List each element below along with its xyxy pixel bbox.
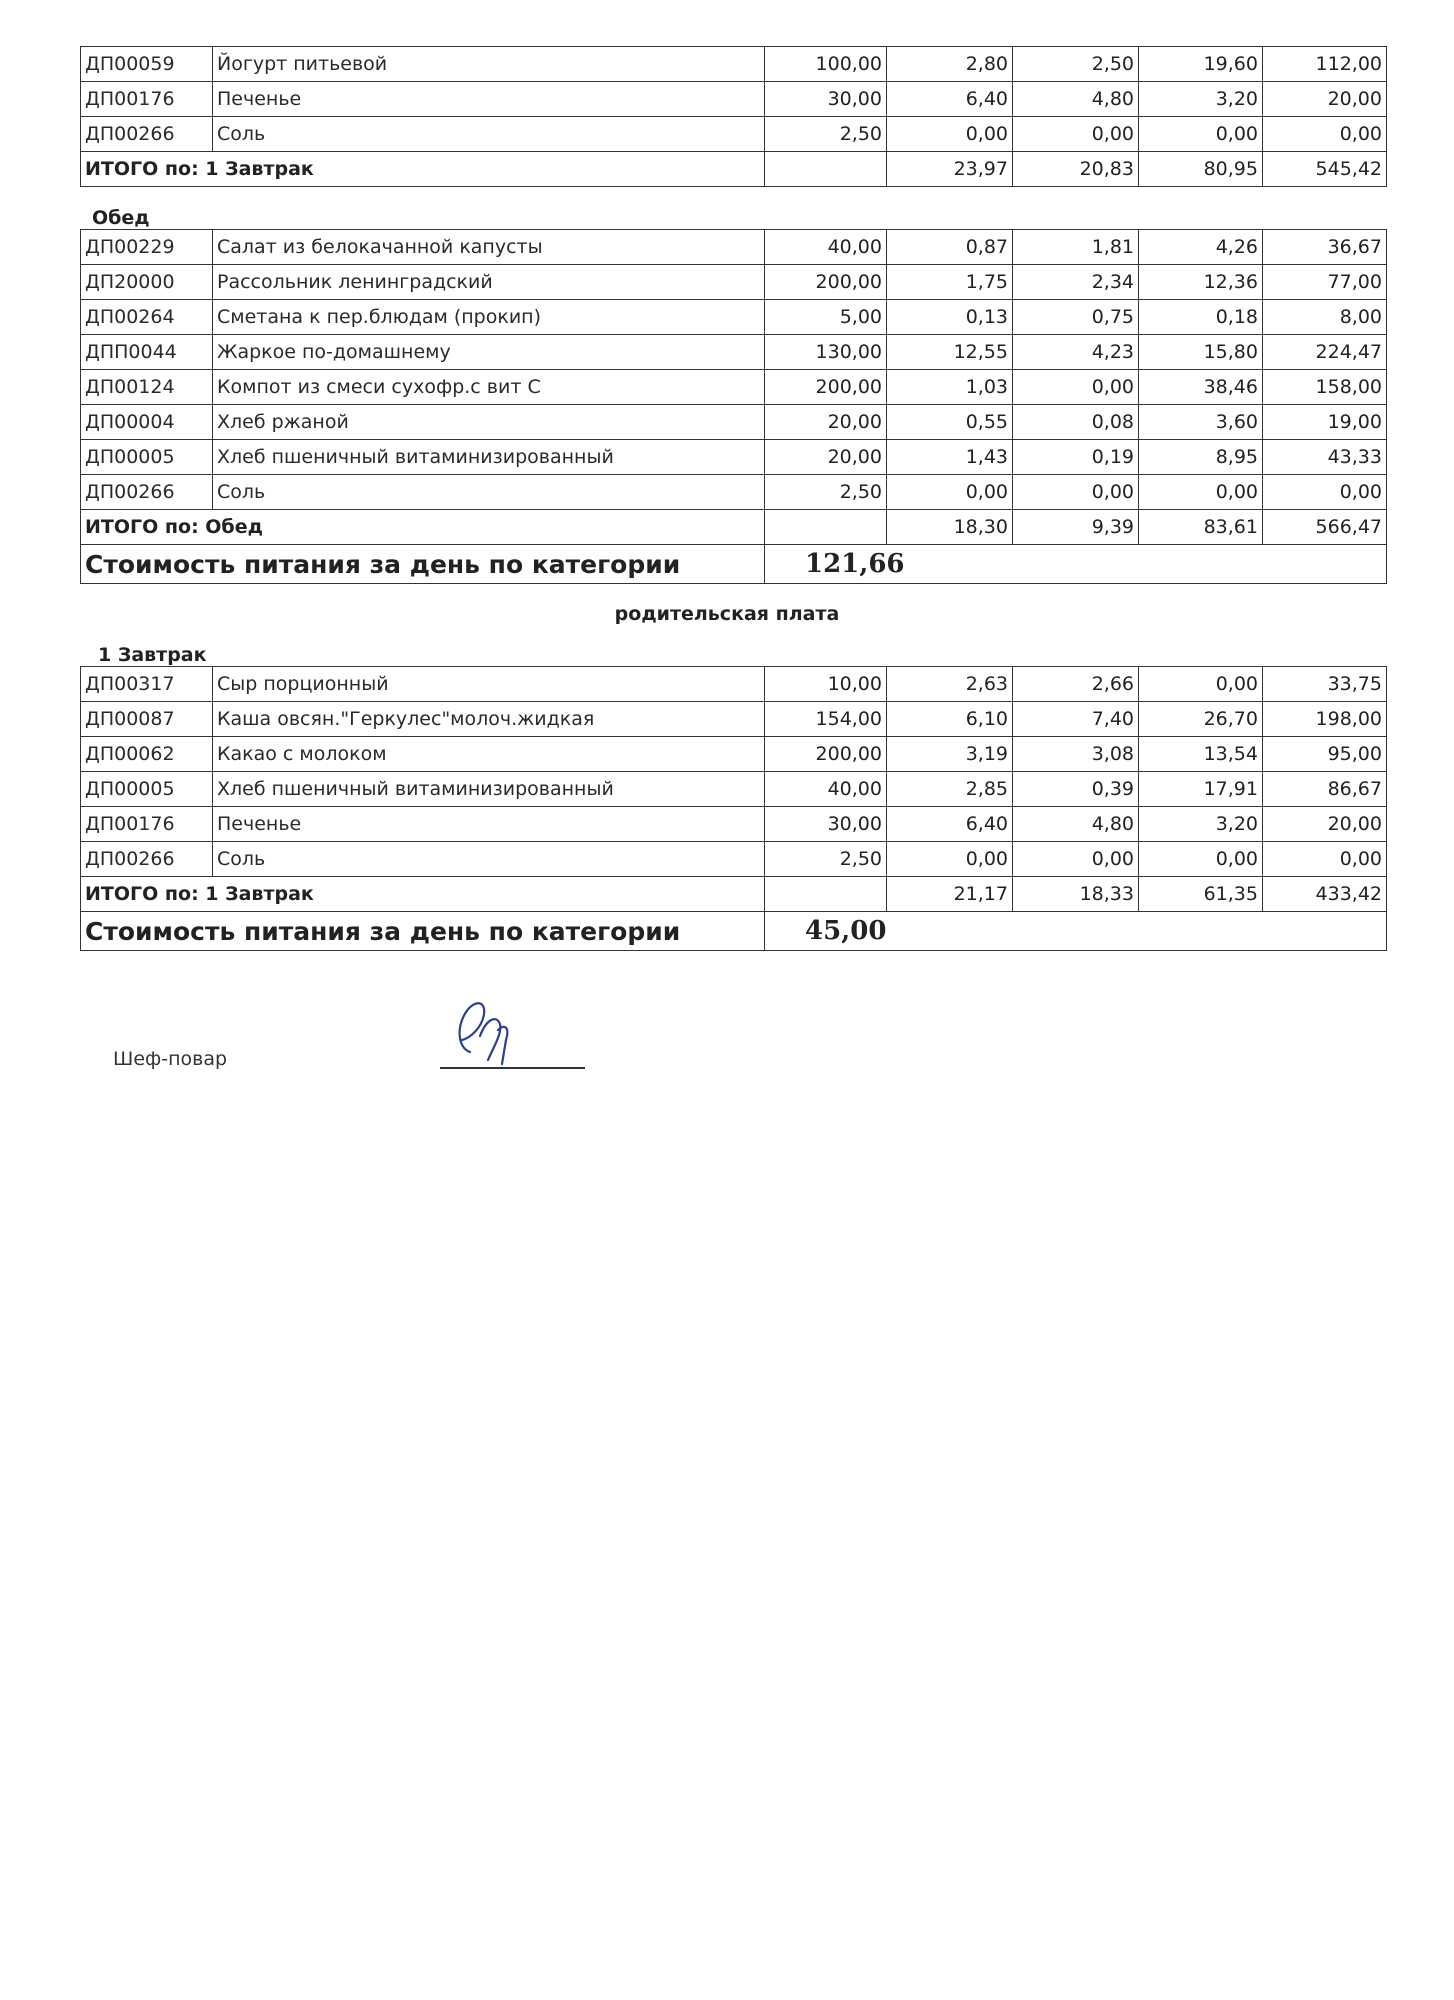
item-name: Салат из белокачанной капусты (213, 230, 765, 265)
item-name: Сыр порционный (213, 667, 765, 702)
breakfast-table-continued (80, 46, 1387, 187)
daily-cost-row (81, 912, 1387, 951)
item-carbs: 17,91 (1139, 772, 1263, 807)
table-row (81, 807, 1387, 842)
item-protein: 0,87 (887, 230, 1013, 265)
item-carbs: 12,36 (1139, 265, 1263, 300)
item-quantity: 200,00 (765, 737, 887, 772)
total-label: ИТОГО по: Обед (81, 510, 765, 545)
item-quantity: 2,50 (765, 117, 887, 152)
item-energy: 77,00 (1263, 265, 1387, 300)
item-protein: 0,13 (887, 300, 1013, 335)
item-code: ДП00266 (81, 475, 213, 510)
item-carbs: 0,00 (1139, 475, 1263, 510)
item-fat: 0,39 (1013, 772, 1139, 807)
item-carbs: 3,20 (1139, 82, 1263, 117)
table-row (81, 475, 1387, 510)
table-row (81, 440, 1387, 475)
item-energy: 20,00 (1263, 82, 1387, 117)
daily-cost-value: 121,66 (765, 545, 1387, 584)
item-name: Хлеб ржаной (213, 405, 765, 440)
total-protein: 21,17 (887, 877, 1013, 912)
item-protein: 2,80 (887, 47, 1013, 82)
item-carbs: 4,26 (1139, 230, 1263, 265)
total-fat: 9,39 (1013, 510, 1139, 545)
item-fat: 0,00 (1013, 117, 1139, 152)
item-code: ДП00264 (81, 300, 213, 335)
item-code: ДП00266 (81, 117, 213, 152)
item-energy: 158,00 (1263, 370, 1387, 405)
handwritten-signature (440, 990, 550, 1080)
table-row (81, 405, 1387, 440)
total-protein: 18,30 (887, 510, 1013, 545)
item-code: ДП00317 (81, 667, 213, 702)
item-carbs: 13,54 (1139, 737, 1263, 772)
item-name: Йогурт питьевой (213, 47, 765, 82)
chef-label: Шеф-повар (113, 1048, 228, 1070)
item-fat: 1,81 (1013, 230, 1139, 265)
item-carbs: 3,60 (1139, 405, 1263, 440)
table-row (81, 300, 1387, 335)
item-code: ДП00176 (81, 807, 213, 842)
item-name: Сметана к пер.блюдам (прокип) (213, 300, 765, 335)
table-row (81, 772, 1387, 807)
item-fat: 2,50 (1013, 47, 1139, 82)
item-carbs: 8,95 (1139, 440, 1263, 475)
item-quantity: 10,00 (765, 667, 887, 702)
item-energy: 224,47 (1263, 335, 1387, 370)
item-energy: 0,00 (1263, 842, 1387, 877)
item-protein: 1,75 (887, 265, 1013, 300)
item-protein: 6,40 (887, 807, 1013, 842)
total-label: ИТОГО по: 1 Завтрак (81, 877, 765, 912)
total-energy: 545,42 (1263, 152, 1387, 187)
total-fat: 20,83 (1013, 152, 1139, 187)
item-fat: 0,19 (1013, 440, 1139, 475)
item-protein: 3,19 (887, 737, 1013, 772)
item-quantity: 100,00 (765, 47, 887, 82)
table-row (81, 230, 1387, 265)
item-name: Каша овсян."Геркулес"молоч.жидкая (213, 702, 765, 737)
item-code: ДП00087 (81, 702, 213, 737)
item-fat: 4,23 (1013, 335, 1139, 370)
item-carbs: 26,70 (1139, 702, 1263, 737)
item-carbs: 3,20 (1139, 807, 1263, 842)
table-row (81, 702, 1387, 737)
item-energy: 0,00 (1263, 475, 1387, 510)
total-carbs: 61,35 (1139, 877, 1263, 912)
item-code: ДП00059 (81, 47, 213, 82)
section-lunch-heading: Обед (92, 207, 150, 229)
item-energy: 33,75 (1263, 667, 1387, 702)
item-carbs: 19,60 (1139, 47, 1263, 82)
item-protein: 1,43 (887, 440, 1013, 475)
item-quantity: 5,00 (765, 300, 887, 335)
daily-cost-label: Стоимость питания за день по категории (81, 912, 765, 951)
table-row (81, 842, 1387, 877)
item-protein: 0,00 (887, 475, 1013, 510)
item-fat: 4,80 (1013, 82, 1139, 117)
item-name: Печенье (213, 807, 765, 842)
item-protein: 0,00 (887, 117, 1013, 152)
item-energy: 19,00 (1263, 405, 1387, 440)
item-quantity: 40,00 (765, 772, 887, 807)
item-protein: 6,10 (887, 702, 1013, 737)
total-label: ИТОГО по: 1 Завтрак (81, 152, 765, 187)
table-row (81, 667, 1387, 702)
item-quantity: 2,50 (765, 842, 887, 877)
total-row (81, 510, 1387, 545)
item-name: Соль (213, 117, 765, 152)
table-row (81, 335, 1387, 370)
item-fat: 3,08 (1013, 737, 1139, 772)
item-energy: 112,00 (1263, 47, 1387, 82)
section-breakfast-heading: 1 Завтрак (98, 644, 207, 666)
item-protein: 0,00 (887, 842, 1013, 877)
item-code: ДП00005 (81, 772, 213, 807)
item-carbs: 0,00 (1139, 842, 1263, 877)
total-row (81, 152, 1387, 187)
item-energy: 43,33 (1263, 440, 1387, 475)
item-quantity: 20,00 (765, 440, 887, 475)
item-quantity: 30,00 (765, 807, 887, 842)
item-protein: 12,55 (887, 335, 1013, 370)
item-name: Компот из смеси сухофр.с вит С (213, 370, 765, 405)
total-empty-cell (765, 877, 887, 912)
table-row (81, 47, 1387, 82)
item-name: Соль (213, 842, 765, 877)
item-quantity: 130,00 (765, 335, 887, 370)
item-name: Жаркое по-домашнему (213, 335, 765, 370)
total-empty-cell (765, 510, 887, 545)
item-fat: 0,75 (1013, 300, 1139, 335)
table-row (81, 82, 1387, 117)
item-code: ДП00124 (81, 370, 213, 405)
item-code: ДП00004 (81, 405, 213, 440)
daily-cost-row (81, 545, 1387, 584)
parent-fee-caption: родительская плата (614, 603, 840, 625)
item-energy: 86,67 (1263, 772, 1387, 807)
item-energy: 198,00 (1263, 702, 1387, 737)
item-carbs: 0,18 (1139, 300, 1263, 335)
item-code: ДП00229 (81, 230, 213, 265)
item-fat: 0,00 (1013, 842, 1139, 877)
total-carbs: 80,95 (1139, 152, 1263, 187)
daily-cost-label: Стоимость питания за день по категории (81, 545, 765, 584)
item-energy: 20,00 (1263, 807, 1387, 842)
item-energy: 8,00 (1263, 300, 1387, 335)
total-carbs: 83,61 (1139, 510, 1263, 545)
total-protein: 23,97 (887, 152, 1013, 187)
item-fat: 2,34 (1013, 265, 1139, 300)
item-code: ДП00005 (81, 440, 213, 475)
item-quantity: 200,00 (765, 370, 887, 405)
item-fat: 7,40 (1013, 702, 1139, 737)
item-name: Рассольник ленинградский (213, 265, 765, 300)
item-protein: 2,85 (887, 772, 1013, 807)
item-carbs: 0,00 (1139, 667, 1263, 702)
item-name: Соль (213, 475, 765, 510)
total-energy: 433,42 (1263, 877, 1387, 912)
item-carbs: 0,00 (1139, 117, 1263, 152)
table-row (81, 265, 1387, 300)
table-row (81, 370, 1387, 405)
item-fat: 0,08 (1013, 405, 1139, 440)
item-code: ДП00176 (81, 82, 213, 117)
parent-fee-breakfast-table (80, 666, 1387, 951)
item-carbs: 15,80 (1139, 335, 1263, 370)
item-fat: 4,80 (1013, 807, 1139, 842)
item-code: ДП20000 (81, 265, 213, 300)
total-fat: 18,33 (1013, 877, 1139, 912)
total-energy: 566,47 (1263, 510, 1387, 545)
item-quantity: 2,50 (765, 475, 887, 510)
item-fat: 0,00 (1013, 475, 1139, 510)
item-energy: 36,67 (1263, 230, 1387, 265)
daily-cost-value: 45,00 (765, 912, 1387, 951)
item-carbs: 38,46 (1139, 370, 1263, 405)
total-empty-cell (765, 152, 887, 187)
item-code: ДПП0044 (81, 335, 213, 370)
item-code: ДП00062 (81, 737, 213, 772)
item-protein: 0,55 (887, 405, 1013, 440)
item-energy: 0,00 (1263, 117, 1387, 152)
item-protein: 1,03 (887, 370, 1013, 405)
lunch-table (80, 229, 1387, 584)
item-protein: 6,40 (887, 82, 1013, 117)
item-fat: 2,66 (1013, 667, 1139, 702)
item-energy: 95,00 (1263, 737, 1387, 772)
table-row (81, 737, 1387, 772)
total-row (81, 877, 1387, 912)
item-quantity: 154,00 (765, 702, 887, 737)
item-quantity: 30,00 (765, 82, 887, 117)
item-name: Хлеб пшеничный витаминизированный (213, 772, 765, 807)
item-quantity: 20,00 (765, 405, 887, 440)
item-fat: 0,00 (1013, 370, 1139, 405)
item-name: Печенье (213, 82, 765, 117)
item-name: Какао с молоком (213, 737, 765, 772)
item-quantity: 200,00 (765, 265, 887, 300)
table-row (81, 117, 1387, 152)
item-code: ДП00266 (81, 842, 213, 877)
item-quantity: 40,00 (765, 230, 887, 265)
item-name: Хлеб пшеничный витаминизированный (213, 440, 765, 475)
item-protein: 2,63 (887, 667, 1013, 702)
